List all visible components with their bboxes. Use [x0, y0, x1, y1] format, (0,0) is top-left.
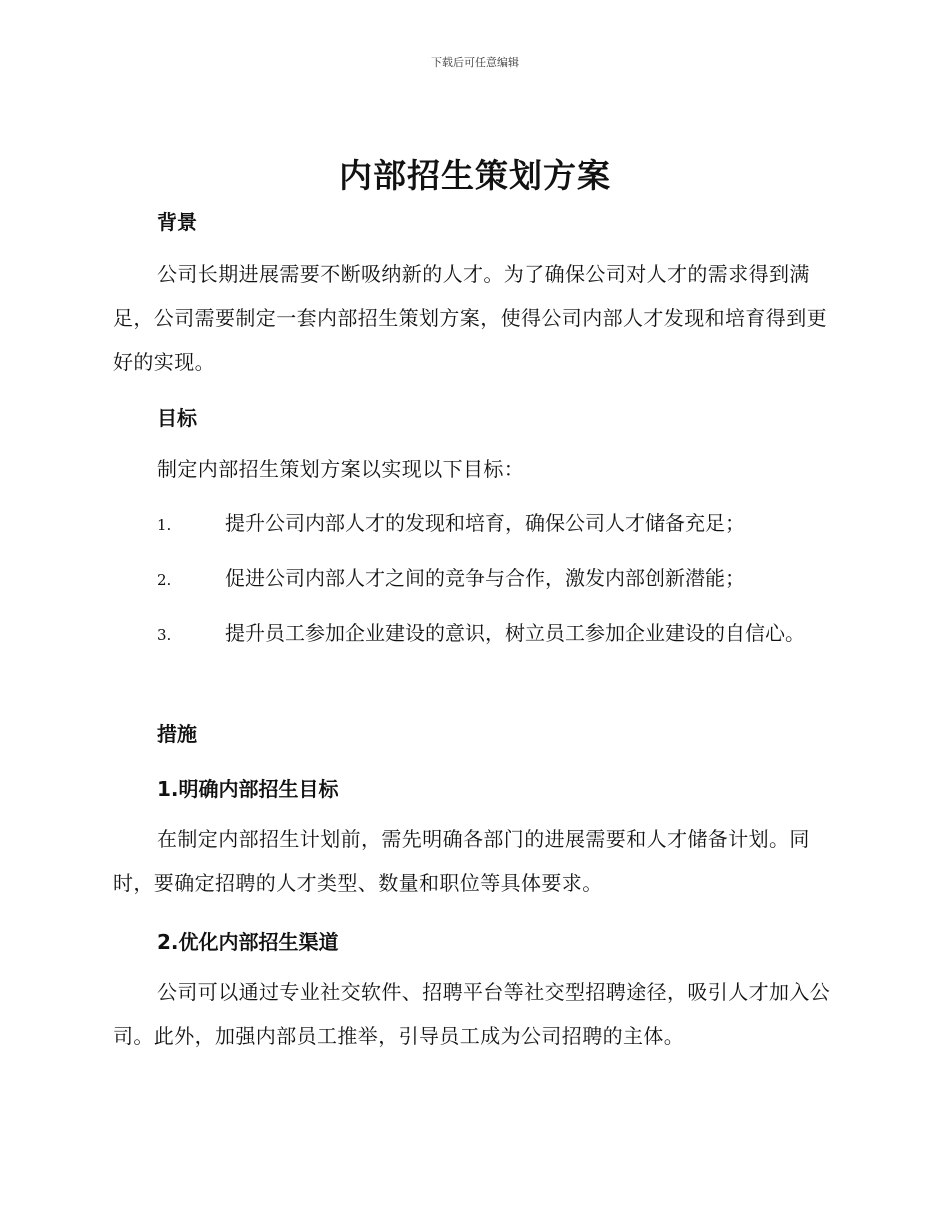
list-item-text: 促进公司内部人才之间的竞争与合作，激发内部创新潜能；: [225, 566, 745, 590]
paragraph-goals-intro: 制定内部招生策划方案以实现以下目标：: [157, 457, 525, 481]
paragraph-measure-1: 在制定内部招生计划前，需先明确各部门的进展需要和人才储备计划。同时，要确定招聘的人才类型、数量和职位等具体要求。: [113, 827, 810, 895]
paragraph-background: 公司长期进展需要不断吸纳新的人才。为了确保公司对人才的需求得到满足，公司需要制定一套内部招生策划方案，使得公司内部人才发现和培育得到更好的实现。: [113, 262, 827, 374]
heading-goals: 目标: [157, 406, 197, 430]
paragraph-measure-2: 公司可以通过专业社交软件、招聘平台等社交型招聘途径，吸引人才加入公司。此外，加强内部员工推举，引导员工成为公司招聘的主体。: [113, 980, 831, 1048]
header-note: 下载后可任意编辑: [431, 56, 519, 69]
subheading-measure-2: 2.优化内部招生渠道: [157, 930, 339, 954]
heading-background: 背景: [157, 210, 197, 234]
list-item-text: 提升公司内部人才的发现和培育，确保公司人才储备充足；: [225, 511, 745, 535]
list-item: [113, 611, 835, 657]
list-item-number: 3.: [157, 626, 172, 644]
list-item-text: 提升员工参加企业建设的意识，树立员工参加企业建设的自信心。: [225, 621, 805, 645]
list-item: [113, 556, 835, 602]
list-item-number: 1.: [157, 516, 172, 534]
document-title: 内部招生策划方案: [339, 156, 611, 195]
list-item: [113, 501, 835, 547]
subheading-measure-1: 1.明确内部招生目标: [157, 777, 339, 801]
list-item-number: 2.: [157, 571, 172, 589]
heading-measures: 措施: [157, 722, 197, 746]
